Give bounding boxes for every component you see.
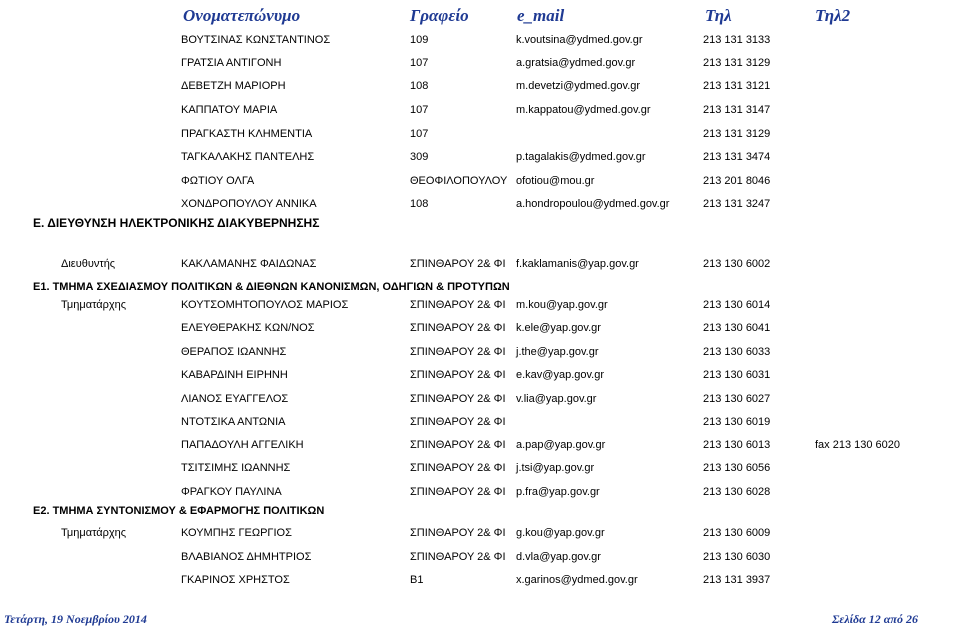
header-phone: Τηλ	[705, 6, 732, 25]
cell-name: ΓΚΑΡΙΝΟΣ ΧΡΗΣΤΟΣ	[181, 574, 290, 586]
cell-phone: 213 130 6019	[703, 416, 771, 428]
cell-office: ΣΠΙΝΘΑΡΟΥ 2& ΦΙ	[410, 346, 506, 358]
cell-email[interactable]: a.pap@yap.gov.gr	[516, 439, 606, 451]
cell-phone: 213 131 3121	[703, 80, 771, 92]
cell-office: ΣΠΙΝΘΑΡΟΥ 2& ΦΙ	[410, 439, 506, 451]
cell-email[interactable]: a.hondropoulou@ydmed.gov.gr	[516, 198, 670, 210]
cell-name: ΤΑΓΚΑΛΑΚΗΣ ΠΑΝΤΕΛΗΣ	[181, 151, 315, 163]
cell-office: ΘΕΟΦΙΛΟΠΟΥΛΟΥ	[410, 175, 508, 187]
cell-role: Τμηματάρχης	[61, 527, 127, 539]
cell-role: Διευθυντής	[61, 258, 116, 270]
cell-office: ΣΠΙΝΘΑΡΟΥ 2& ΦΙ	[410, 299, 506, 311]
section-e2-title: Ε2. ΤΜΗΜΑ ΣΥΝΤΟΝΙΣΜΟΥ & ΕΦΑΡΜΟΓΗΣ ΠΟΛΙΤΙΚΩΝ	[33, 505, 325, 517]
cell-email[interactable]: x.garinos@ydmed.gov.gr	[516, 574, 638, 586]
footer-date: Τετάρτη, 19 Νοεμβρίου 2014	[4, 612, 147, 626]
cell-email[interactable]: m.kou@yap.gov.gr	[516, 299, 608, 311]
cell-phone2: fax 213 130 6020	[815, 439, 901, 451]
cell-role: Τμηματάρχης	[61, 299, 127, 311]
cell-phone: 213 130 6041	[703, 322, 771, 334]
cell-office: 108	[410, 198, 429, 210]
cell-name: ΠΡΑΓΚΑΣΤΗ ΚΛΗΜΕΝΤΙΑ	[181, 128, 313, 140]
section-e1-title: Ε1. ΤΜΗΜΑ ΣΧΕΔΙΑΣΜΟΥ ΠΟΛΙΤΙΚΩΝ & ΔΙΕΘΝΩΝ ΚΑΝΟΝΙΣΜΩΝ, ΟΔΗΓΙΩΝ & ΠΡΟΤΥΠΩΝ	[33, 281, 510, 293]
cell-office: ΣΠΙΝΘΑΡΟΥ 2& ΦΙ	[410, 416, 506, 428]
cell-office: ΣΠΙΝΘΑΡΟΥ 2& ΦΙ	[410, 258, 506, 270]
cell-office: ΣΠΙΝΘΑΡΟΥ 2& ΦΙ	[410, 462, 506, 474]
cell-phone: 213 130 6009	[703, 527, 771, 539]
cell-office: Β1	[410, 574, 424, 586]
cell-phone: 213 131 3147	[703, 104, 771, 116]
cell-office: ΣΠΙΝΘΑΡΟΥ 2& ΦΙ	[410, 486, 506, 498]
cell-name: ΧΟΝΔΡΟΠΟΥΛΟΥ ΑΝΝΙΚΑ	[181, 198, 317, 210]
cell-email[interactable]: a.gratsia@ydmed.gov.gr	[516, 57, 636, 69]
cell-phone: 213 131 3937	[703, 574, 771, 586]
cell-email[interactable]: k.voutsina@ydmed.gov.gr	[516, 34, 643, 46]
cell-name: ΒΛΑΒΙΑΝΟΣ ΔΗΜΗΤΡΙΟΣ	[181, 551, 312, 563]
cell-email[interactable]: j.the@yap.gov.gr	[516, 346, 599, 358]
cell-name: ΚΑΚΛΑΜΑΝΗΣ ΦΑΙΔΩΝΑΣ	[181, 258, 317, 270]
cell-email[interactable]: ofotiou@mou.gr	[516, 175, 595, 187]
cell-name: ΛΙΑΝΟΣ ΕΥΑΓΓΕΛΟΣ	[181, 393, 289, 405]
cell-office: 107	[410, 57, 429, 69]
cell-phone: 213 130 6013	[703, 439, 771, 451]
cell-name: ΒΟΥΤΣΙΝΑΣ ΚΩΝΣΤΑΝΤΙΝΟΣ	[181, 34, 331, 46]
header-office: Γραφείο	[410, 6, 469, 25]
cell-office: ΣΠΙΝΘΑΡΟΥ 2& ΦΙ	[410, 551, 506, 563]
cell-name: ΠΑΠΑΔΟΥΛΗ ΑΓΓΕΛΙΚΗ	[181, 439, 304, 451]
cell-name: ΝΤΟΤΣΙΚΑ ΑΝΤΩΝΙΑ	[181, 416, 286, 428]
cell-phone: 213 130 6014	[703, 299, 771, 311]
section-e-title: Ε. ΔΙΕΥΘΥΝΣΗ ΗΛΕΚΤΡΟΝΙΚΗΣ ΔΙΑΚΥΒΕΡΝΗΣΗΣ	[33, 216, 320, 230]
cell-email[interactable]: g.kou@yap.gov.gr	[516, 527, 605, 539]
cell-phone: 213 131 3474	[703, 151, 771, 163]
cell-name: ΕΛΕΥΘΕΡΑΚΗΣ ΚΩΝ/ΝΟΣ	[181, 322, 315, 334]
cell-email[interactable]: f.kaklamanis@yap.gov.gr	[516, 258, 639, 270]
cell-name: ΦΩΤΙΟΥ ΟΛΓΑ	[181, 175, 255, 187]
cell-office: 109	[410, 34, 429, 46]
cell-email[interactable]: p.tagalakis@ydmed.gov.gr	[516, 151, 646, 163]
cell-phone: 213 130 6033	[703, 346, 771, 358]
cell-email[interactable]: d.vla@yap.gov.gr	[516, 551, 601, 563]
cell-name: ΚΟΥΜΠΗΣ ΓΕΩΡΓΙΟΣ	[181, 527, 292, 539]
footer-page: Σελίδα 12 από 26	[832, 612, 918, 626]
cell-office: 108	[410, 80, 429, 92]
cell-name: ΘΕΡΑΠΟΣ ΙΩΑΝΝΗΣ	[181, 346, 287, 358]
cell-office: ΣΠΙΝΘΑΡΟΥ 2& ΦΙ	[410, 369, 506, 381]
cell-name: ΚΑΠΠΑΤΟΥ ΜΑΡΙΑ	[181, 104, 278, 116]
cell-email[interactable]: v.lia@yap.gov.gr	[516, 393, 597, 405]
cell-phone: 213 130 6027	[703, 393, 771, 405]
cell-office: 309	[410, 151, 429, 163]
header-name: Ονοματεπώνυμο	[183, 6, 301, 25]
header-email: e_mail	[517, 6, 565, 25]
cell-name: ΚΟΥΤΣΟΜΗΤΟΠΟΥΛΟΣ ΜΑΡΙΟΣ	[181, 299, 349, 311]
cell-phone: 213 130 6028	[703, 486, 771, 498]
cell-office: ΣΠΙΝΘΑΡΟΥ 2& ΦΙ	[410, 393, 506, 405]
cell-email[interactable]: m.kappatou@ydmed.gov.gr	[516, 104, 651, 116]
cell-name: ΔΕΒΕΤΖΗ ΜΑΡΙΟΡΗ	[181, 80, 286, 92]
cell-phone: 213 130 6031	[703, 369, 771, 381]
cell-email[interactable]: m.devetzi@ydmed.gov.gr	[516, 80, 641, 92]
cell-name: ΤΣΙΤΣΙΜΗΣ ΙΩΑΝΝΗΣ	[181, 462, 291, 474]
cell-phone: 213 131 3133	[703, 34, 771, 46]
cell-office: ΣΠΙΝΘΑΡΟΥ 2& ΦΙ	[410, 322, 506, 334]
cell-office: 107	[410, 128, 429, 140]
cell-phone: 213 131 3129	[703, 57, 771, 69]
cell-email[interactable]: k.ele@yap.gov.gr	[516, 322, 601, 334]
cell-phone: 213 201 8046	[703, 175, 771, 187]
cell-phone: 213 130 6056	[703, 462, 771, 474]
cell-name: ΚΑΒΑΡΔΙΝΗ ΕΙΡΗΝΗ	[181, 369, 288, 381]
cell-name: ΓΡΑΤΣΙΑ ΑΝΤΙΓΟΝΗ	[181, 57, 282, 69]
cell-phone: 213 131 3129	[703, 128, 771, 140]
cell-phone: 213 131 3247	[703, 198, 771, 210]
cell-email[interactable]: p.fra@yap.gov.gr	[516, 486, 600, 498]
cell-email[interactable]: j.tsi@yap.gov.gr	[516, 462, 595, 474]
header-phone2: Τηλ2	[815, 6, 851, 25]
cell-office: 107	[410, 104, 429, 116]
cell-email[interactable]: e.kav@yap.gov.gr	[516, 369, 605, 381]
cell-office: ΣΠΙΝΘΑΡΟΥ 2& ΦΙ	[410, 527, 506, 539]
cell-name: ΦΡΑΓΚΟΥ ΠΑΥΛΙΝΑ	[181, 486, 282, 498]
cell-phone: 213 130 6002	[703, 258, 771, 270]
cell-phone: 213 130 6030	[703, 551, 771, 563]
